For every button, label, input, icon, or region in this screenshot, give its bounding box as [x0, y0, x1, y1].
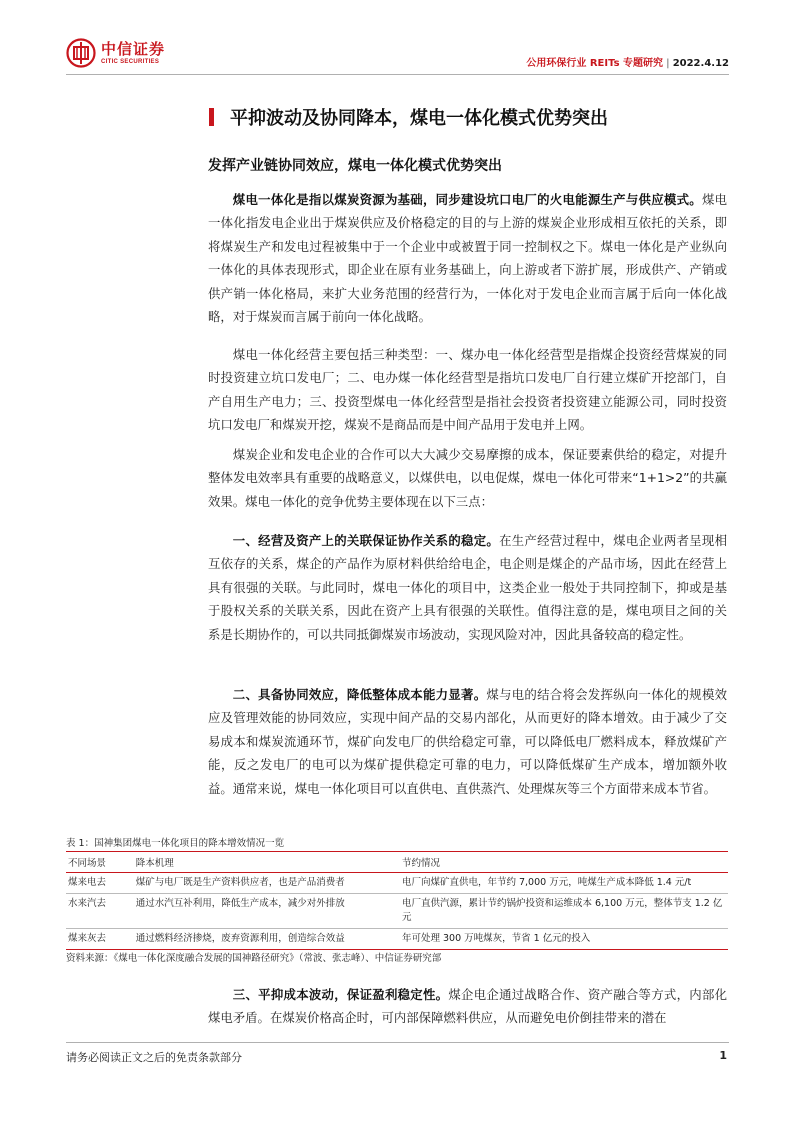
table-title: 表 1：国神集团煤电一体化项目的降本增效情况一览	[66, 838, 285, 849]
paragraph-3: 煤炭企业和发电企业的合作可以大大减少交易摩擦的成本，保证要素供给的稳定，对提升整体发电效率具有重要的战略意义，以煤供电，以电促煤，煤电一体化可带来“1+1>2”的共赢效果。煤电一体化的竞争优势主要体现在以下三点：	[208, 447, 727, 509]
table-row	[66, 873, 728, 894]
paragraph-1-lead: 煤电一体化是指以煤炭资源为基础，同步建设坑口电厂的火电能源生产与供应模式。	[232, 192, 702, 207]
table-cell: 年可处理 300 万吨煤灰，节省 1 亿元的投入	[401, 933, 591, 944]
logo-en: CITIC SECURITIES	[101, 58, 160, 65]
paragraph-1-body: 煤电一体化指发电企业出于煤炭供应及价格稳定的目的与上游的煤炭企业形成相互依托的关系，即将煤炭生产和发电过程被集中于一个企业中或被置于同一控制权之下。煤电一体化是产业纵向一体化的具体表现形式，即企业在原有业务基础上，向上游或者下游扩展，形成供产、产销或供产销一体化格局，来扩大业务范围的经营行为，一体化对于发电企业而言属于后向一体化战略，对于煤炭而言属于前向一体化战略。	[208, 192, 728, 325]
savings-table	[66, 851, 728, 950]
table-header-cell: 节约情况	[401, 858, 440, 869]
footer-divider	[66, 1042, 729, 1043]
logo-cn: 中信证券	[101, 39, 166, 58]
paragraph-4-body: 在生产经营过程中，煤电企业两者呈现相互依存的关系，煤企的产品作为原材料供给给电企，电企则是煤企的产品市场，因此在经营上具有很强的关联。与此同时，煤电一体化的项目中，这类企业一般处于共同控制下，抑或是基于股权关系的关联关系，因此在资产上具有很强的关联性。值得注意的是，煤电项目之间的关系是长期协作的，可以共同抵御煤炭市场波动，实现风险对冲，因此具备较高的稳定性。	[208, 533, 728, 642]
page-number: 1	[719, 1049, 727, 1062]
paragraph-4	[208, 529, 727, 646]
heading-accent-bar	[209, 108, 214, 126]
paragraph-6-body: 煤企电企通过战略合作、资产融合等方式，内部化煤电矛盾。在煤炭价格高企时，可内部保障燃料供应，从而避免电价倒挂带来的潜在	[208, 987, 728, 1026]
citic-logo-icon	[66, 38, 96, 68]
paragraph-5-lead: 二、具备协同效应，降低整体成本能力显著。	[232, 687, 487, 702]
paragraph-6-lead: 三、平抑成本波动，保证盈利稳定性。	[232, 987, 449, 1002]
header-separator: |	[666, 58, 670, 69]
section-title: 平抑波动及协同降本，煤电一体化模式优势突出	[230, 108, 608, 129]
paragraph-1	[208, 188, 727, 328]
paragraph-5	[208, 683, 727, 800]
report-tag: 公用环保行业 REITs 专题研究	[526, 58, 664, 69]
table-cell: 煤来电去	[68, 877, 107, 888]
paragraph-4-lead: 一、经营及资产上的关联保证协作关系的稳定。	[232, 533, 500, 548]
table-source: 资料来源：《煤电一体化深度融合发展的国神路径研究》（常波、张志峰）、中信证券研究部	[66, 953, 442, 964]
table-header-row	[66, 852, 728, 873]
table-cell: 煤矿与电厂既是生产资料供应者，也是产品消费者	[135, 877, 345, 888]
table-header-cell: 降本机理	[135, 858, 174, 869]
section-heading	[209, 104, 608, 130]
table-header-cell: 不同场景	[68, 858, 107, 869]
header-divider	[66, 74, 729, 75]
logo	[66, 38, 165, 68]
subsection-title: 发挥产业链协同效应，煤电一体化模式优势突出	[208, 158, 502, 174]
table-cell: 通过燃料经济掺烧，废弃资源利用，创造综合效益	[135, 933, 345, 944]
report-date: 2022.4.12	[672, 58, 729, 69]
paragraph-5-body: 煤与电的结合将会发挥纵向一体化的规模效应及管理效能的协同效应，实现中间产品的交易内部化，从而更好的降本增效。由于减少了交易成本和煤炭流通环节，煤矿向发电厂的供给稳定可靠，可以降低电厂燃料成本，释放煤矿产能，反之发电厂的电可以为煤矿提供稳定可靠的电力，可以降低煤矿生产成本，增加额外收益。通常来说，煤电一体化项目可以直供电、直供蒸汽、处理煤灰等三个方面带来成本节省。	[208, 687, 728, 796]
table-row	[66, 894, 728, 929]
table-cell: 电厂直供汽源，累计节约锅炉投资和运维成本 6,100 万元，整体节支 1.2 亿元	[401, 898, 723, 923]
table-cell: 通过水汽互补利用，降低生产成本，减少对外排放	[135, 898, 345, 909]
table-cell: 电厂向煤矿直供电，年节约 7,000 万元，吨煤生产成本降低 1.4 元/t	[401, 877, 692, 888]
footer-disclaimer: 请务必阅读正文之后的免责条款部分	[66, 1051, 242, 1064]
table-row	[66, 929, 728, 950]
table-cell: 煤来灰去	[68, 933, 107, 944]
paragraph-6	[208, 983, 727, 1030]
report-meta	[526, 54, 729, 69]
table-cell: 水来汽去	[68, 898, 107, 909]
page-header	[66, 38, 729, 74]
paragraph-2: 煤电一体化经营主要包括三种类型：一、煤办电一体化经营型是指煤企投资经营煤炭的同时投资建立坑口发电厂；二、电办煤一体化经营型是指坑口发电厂自行建立煤矿开挖部门，自产自用生产电力；三、投资型煤电一体化经营型是指社会投资者投资建立能源公司，同时投资坑口发电厂和煤炭开挖，煤炭不是商品而是中间产品用于发电并上网。	[208, 347, 727, 433]
